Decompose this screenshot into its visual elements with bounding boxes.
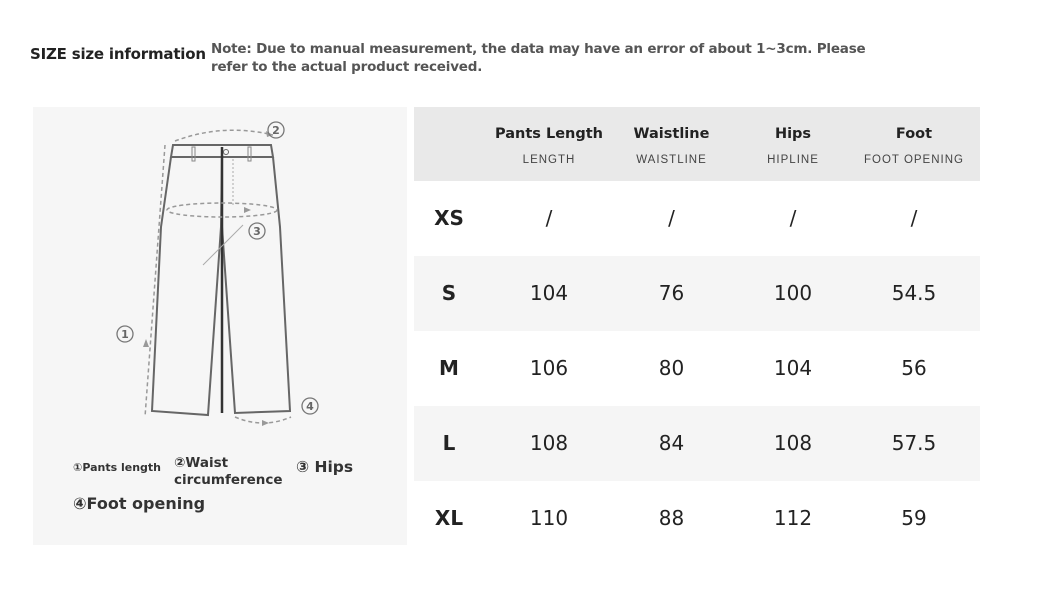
length-guide bbox=[145, 145, 165, 417]
legend-pants-length: ①Pants length bbox=[73, 461, 161, 474]
marker-3: 3 bbox=[253, 225, 261, 238]
table-cell: / bbox=[789, 206, 797, 230]
table-cell: / bbox=[910, 206, 918, 230]
table-cell: 54.5 bbox=[891, 281, 937, 305]
column-label: Hips bbox=[774, 126, 812, 142]
column-label: Pants Length bbox=[495, 126, 603, 142]
table-cell: 110 bbox=[529, 506, 569, 530]
column-header bbox=[489, 107, 609, 181]
table-cell: 59 bbox=[901, 506, 927, 530]
table-row bbox=[414, 331, 980, 406]
marker-4: 4 bbox=[306, 400, 314, 413]
table-cell: 112 bbox=[773, 506, 813, 530]
table-header bbox=[414, 107, 980, 181]
legend-waist: ②Waist circumference bbox=[174, 455, 283, 488]
table-cell: / bbox=[545, 206, 553, 230]
button-icon bbox=[224, 150, 229, 155]
table-row bbox=[414, 406, 980, 481]
table-cell: 80 bbox=[658, 356, 685, 380]
legend-hips: ③ Hips bbox=[296, 458, 354, 476]
column-sublabel: LENGTH bbox=[522, 154, 576, 166]
column-sublabel: HIPLINE bbox=[767, 154, 819, 166]
table-row bbox=[414, 256, 980, 331]
marker-1: 1 bbox=[121, 328, 129, 341]
belt-loop bbox=[248, 147, 251, 161]
page-title: SIZE size information bbox=[30, 45, 206, 63]
table-cell: 57.5 bbox=[891, 431, 937, 455]
table-cell: 76 bbox=[658, 281, 685, 305]
size-label: S bbox=[441, 281, 457, 305]
table-row bbox=[414, 481, 980, 556]
table-cell: 104 bbox=[773, 356, 813, 380]
column-header bbox=[734, 107, 852, 181]
column-sublabel: FOOT OPENING bbox=[864, 154, 964, 166]
table-cell: 108 bbox=[529, 431, 569, 455]
arrow-icon bbox=[262, 420, 269, 426]
arrow-icon bbox=[143, 339, 149, 347]
size-table bbox=[414, 107, 980, 556]
table-cell: 104 bbox=[529, 281, 569, 305]
marker-2: 2 bbox=[272, 124, 280, 137]
size-label: XL bbox=[434, 506, 464, 530]
column-label: Foot bbox=[895, 126, 933, 142]
table-cell: / bbox=[668, 206, 675, 230]
table-cell: 88 bbox=[658, 506, 685, 530]
table-cell: 106 bbox=[529, 356, 569, 380]
legend-foot-opening: ④Foot opening bbox=[73, 494, 206, 513]
table-cell: 56 bbox=[901, 356, 927, 380]
size-label: XS bbox=[434, 206, 464, 230]
column-sublabel: WAISTLINE bbox=[636, 154, 707, 166]
size-label: M bbox=[439, 356, 459, 380]
table-cell: 84 bbox=[658, 431, 685, 455]
column-label: Waistline bbox=[633, 126, 710, 142]
waist-guide bbox=[175, 130, 273, 141]
column-header bbox=[614, 107, 729, 181]
table-cell: 100 bbox=[773, 281, 813, 305]
belt-loop bbox=[192, 147, 195, 161]
pants-diagram-panel bbox=[33, 107, 407, 545]
column-header bbox=[854, 107, 974, 181]
table-row bbox=[414, 181, 980, 256]
size-label: L bbox=[442, 431, 456, 455]
arrow-icon bbox=[244, 207, 251, 213]
measurement-note: Note: Due to manual measurement, the data may have an error of about 1~3cm. Please refer to the actual product received. bbox=[211, 41, 866, 75]
table-cell: 108 bbox=[773, 431, 813, 455]
